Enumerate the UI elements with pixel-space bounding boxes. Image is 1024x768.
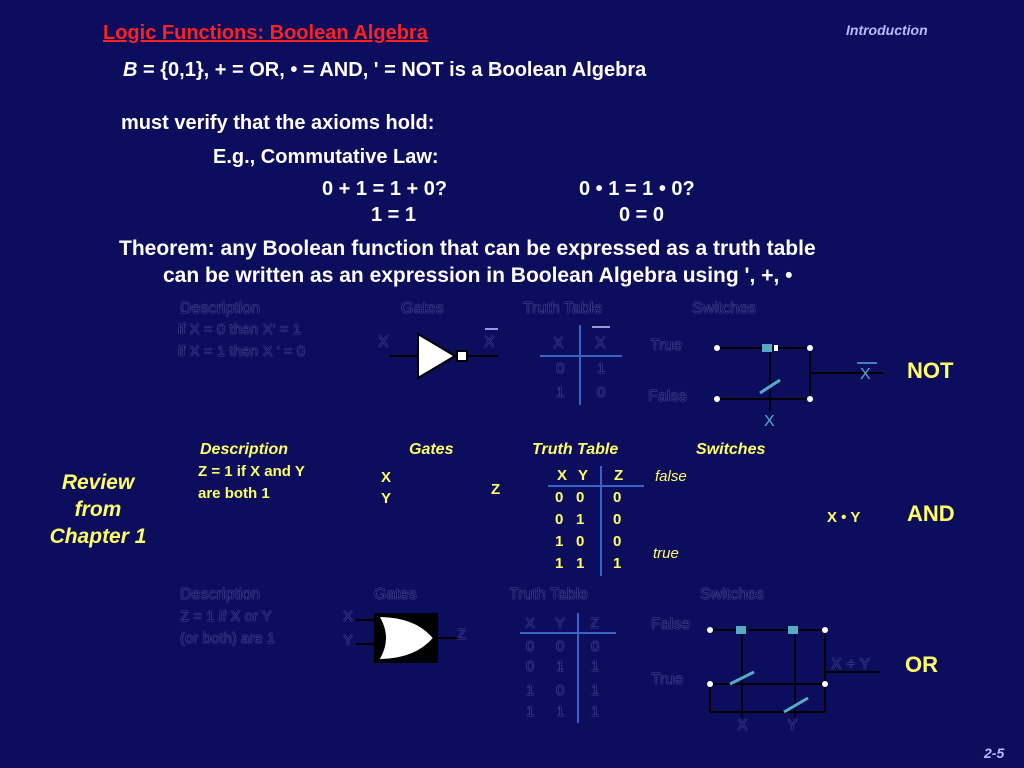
and-tt-cell: 0 [555, 511, 564, 528]
and-tt-cell: 1 [576, 511, 585, 528]
or-tt-cell: 1 [591, 703, 600, 720]
and-tt-cell: 0 [613, 511, 622, 528]
and-tt-cell: 0 [576, 533, 585, 550]
not-tt-cell: 0 [556, 360, 565, 377]
equation-or-question: 0 + 1 = 1 + 0? [322, 178, 448, 200]
or-switch-y-label: Y [787, 717, 798, 734]
or-tt-cell: 1 [526, 703, 535, 720]
not-tt-header-x: X [553, 335, 564, 352]
equation-or-result: 1 = 1 [371, 204, 417, 226]
and-tt-cell: 0 [613, 533, 622, 550]
or-tt-header-x: X [525, 615, 536, 632]
not-gate-output-label: X [484, 334, 495, 351]
and-switch-expression: X • Y [827, 509, 861, 526]
and-gate-output-z: Z [491, 481, 501, 498]
theorem-line-1: Theorem: any Boolean function that can be expressed as a truth table [119, 237, 816, 260]
not-switch-circuit [705, 336, 885, 416]
not-col-switches: Switches [692, 300, 757, 317]
and-tt-cell: 1 [555, 555, 564, 572]
or-tt-cell: 0 [591, 638, 600, 655]
and-switch-false-label: false [655, 468, 687, 485]
and-tt-header-z: Z [614, 467, 624, 484]
or-desc-line-1: Z = 1 if X or Y [180, 608, 272, 625]
or-gate-output-z: Z [457, 626, 467, 643]
page-number: 2-5 [984, 745, 1005, 761]
not-tt-cell: 0 [597, 384, 606, 401]
or-col-description: Description [180, 586, 261, 603]
review-note: Review from Chapter 1 [49, 471, 147, 548]
or-desc-line-2: (or both) are 1 [180, 630, 276, 647]
or-tt-cell: 1 [526, 682, 535, 699]
not-switch-true-label: True [650, 337, 683, 354]
or-col-truth-table: Truth Table [509, 586, 589, 603]
not-name: NOT [907, 358, 954, 383]
or-tt-header-z: Z [590, 615, 600, 632]
and-desc-line-1: Z = 1 if X and Y [198, 463, 305, 480]
and-tt-cell: 0 [555, 489, 564, 506]
not-desc-line-1: if X = 0 then X' = 1 [178, 321, 301, 338]
and-col-switches: Switches [696, 441, 766, 458]
or-switch-true-label: True [651, 671, 684, 688]
and-tt-cell: 1 [555, 533, 564, 550]
and-col-description: Description [200, 441, 289, 458]
and-tt-header-x: X [557, 467, 568, 484]
and-switch-true-label: true [653, 545, 679, 562]
and-tt-cell: 1 [613, 555, 622, 572]
and-gate-input-y: Y [381, 490, 392, 507]
or-gate-input-x: X [343, 608, 354, 625]
or-col-switches: Switches [700, 586, 765, 603]
equation-and-question: 0 • 1 = 1 • 0? [579, 178, 695, 200]
not-tt-cell: 1 [556, 384, 565, 401]
and-tt-cell: 0 [576, 489, 585, 506]
or-tt-cell: 1 [556, 703, 565, 720]
or-tt-cell: 1 [591, 682, 600, 699]
or-col-gates: Gates [374, 586, 417, 603]
and-tt-cell: 1 [576, 555, 585, 572]
intro-line-3: E.g., Commutative Law: [213, 146, 439, 168]
or-tt-header-y: Y [555, 615, 566, 632]
not-desc-line-2: if X = 1 then X ' = 0 [178, 343, 306, 360]
not-switch-output-label: X [860, 366, 871, 383]
and-gate-input-x: X [381, 469, 392, 486]
intro-line-1: B = {0,1}, + = OR, • = AND, ' = NOT is a Boolean Algebra [123, 59, 647, 81]
and-name: AND [907, 501, 955, 526]
or-switch-circuit [700, 620, 890, 730]
or-switch-expression: X + Y [831, 656, 871, 673]
and-col-truth-table: Truth Table [532, 441, 619, 458]
not-tt-header-xnot: X [595, 335, 606, 352]
and-desc-line-2: are both 1 [198, 485, 270, 502]
and-tt-cell: 0 [613, 489, 622, 506]
theorem-line-2: can be written as an expression in Boolean Algebra using ', +, • [163, 264, 793, 287]
intro-line-2: must verify that the axioms hold: [121, 112, 435, 134]
or-switch-x-label: X [737, 717, 748, 734]
or-tt-cell: 1 [591, 658, 600, 675]
or-gate-icon [356, 610, 466, 666]
or-gate-input-y: Y [343, 632, 354, 649]
not-col-gates: Gates [401, 300, 444, 317]
and-col-gates: Gates [409, 441, 454, 458]
or-tt-cell: 0 [556, 682, 565, 699]
or-name: OR [905, 652, 938, 677]
slide-title: Logic Functions: Boolean Algebra [103, 22, 428, 44]
or-tt-cell: 1 [556, 658, 565, 675]
or-tt-cell: 0 [526, 658, 535, 675]
not-tt-cell: 1 [597, 360, 606, 377]
or-tt-cell: 0 [556, 638, 565, 655]
not-gate-input-label: X [378, 334, 389, 351]
not-col-truth-table: Truth Table [523, 300, 603, 317]
and-tt-header-y: Y [578, 467, 589, 484]
not-switch-control-label: X [764, 413, 775, 430]
not-col-description: Description [180, 300, 261, 317]
section-label: Introduction [846, 22, 928, 38]
or-switch-false-label: False [651, 616, 691, 633]
or-tt-cell: 0 [526, 638, 535, 655]
equation-and-result: 0 = 0 [619, 204, 665, 226]
not-switch-false-label: False [648, 388, 688, 405]
